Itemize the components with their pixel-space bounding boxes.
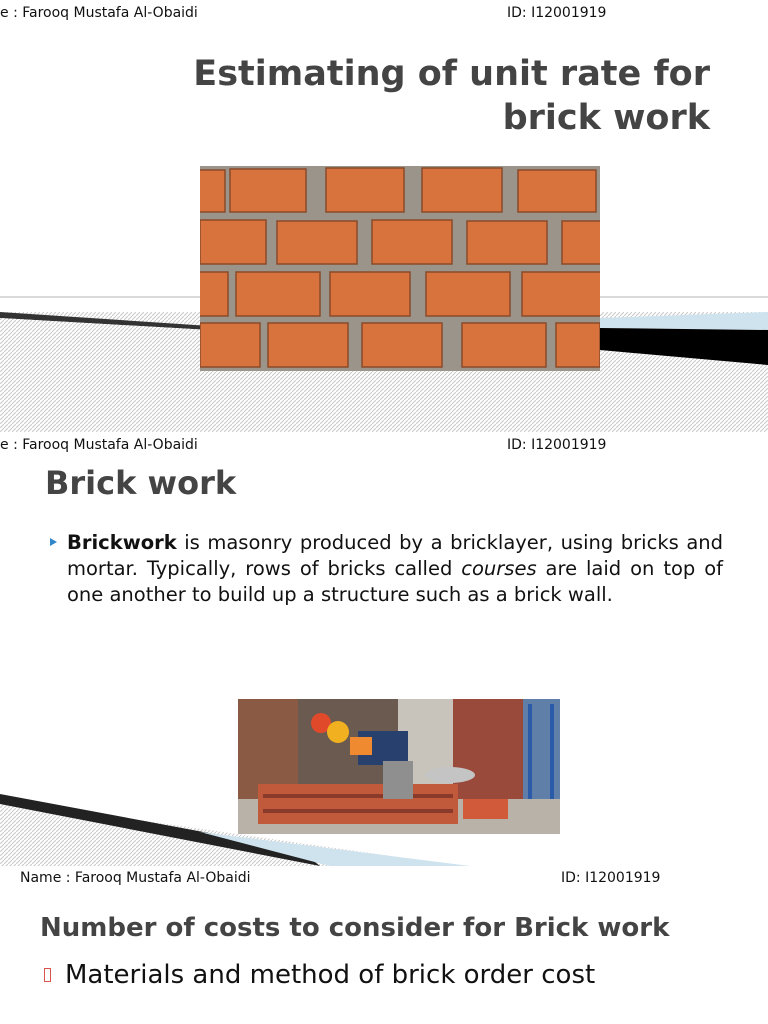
paragraph-text-1: is masonry produced by a bricklayer, using bricks and mortar. Typically, rows of bricks called bbox=[67, 531, 723, 580]
term: Brickwork bbox=[67, 531, 177, 554]
bricklayer-photo bbox=[238, 699, 560, 834]
author-label: e : Farooq Mustafa Al-Obaidi bbox=[0, 437, 198, 453]
section-heading: Brick work bbox=[45, 464, 237, 502]
paragraph-text-2: are laid on top of one another to build up a structure such as a brick wall. bbox=[67, 557, 723, 606]
id-label: ID: I12001919 bbox=[561, 870, 661, 886]
slide-title: Estimating of unit rate for brick work bbox=[193, 54, 710, 138]
brick-wall-photo bbox=[200, 166, 600, 371]
paragraph-italic: courses bbox=[461, 557, 537, 580]
id-label: ID: I12001919 bbox=[507, 5, 607, 21]
author-label: Name : Farooq Mustafa Al-Obaidi bbox=[20, 870, 251, 886]
square-bullet-icon bbox=[44, 968, 51, 982]
cost-item: Materials and method of brick order cost bbox=[65, 960, 596, 990]
author-label: e : Farooq Mustafa Al-Obaidi bbox=[0, 5, 198, 21]
triangle-bullet-icon bbox=[50, 538, 57, 546]
brickwork-paragraph bbox=[67, 530, 723, 608]
id-label: ID: I12001919 bbox=[507, 437, 607, 453]
costs-heading: Number of costs to consider for Brick work bbox=[40, 913, 670, 943]
slide-1 bbox=[0, 0, 768, 432]
